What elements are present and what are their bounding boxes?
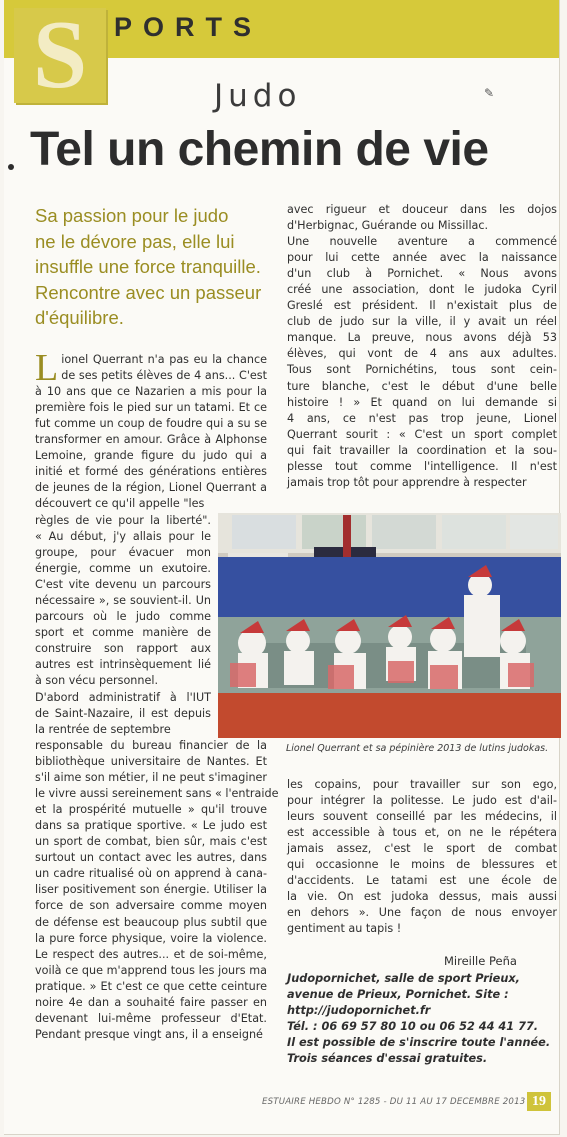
text-line: un sport de combat, bien sûr, mais c'est	[35, 835, 267, 849]
text-line: avec rigueur et douceur dans les dojos	[287, 203, 557, 216]
text-line: noire 4e dan a souhaité faire passer en	[35, 995, 267, 1009]
text-line: jamais assez, c'est le sport de combat	[287, 842, 557, 856]
text-line: Sa passion pour le judo	[35, 205, 229, 226]
title-bullet	[8, 164, 14, 170]
text-line: fut comme un coup de foudre qui a su se	[35, 417, 267, 431]
text-line: de Saint-Nazaire, il est depuis	[35, 706, 211, 720]
text-line: manque. La preuve, nous avons déjà 53	[287, 331, 557, 345]
text-line: à 10 ans que ce Nazarien a mis pour la	[35, 385, 267, 399]
text-line: autres est intrinsèquement lié	[35, 658, 211, 672]
article-title: Tel un chemin de vie	[30, 123, 489, 176]
magazine-page	[4, 0, 560, 1135]
text-line: avenue de Prieux, Pornichet. Site :	[287, 988, 509, 1002]
text-line: la vie. On est judoka dessus, mais aussi	[287, 890, 557, 904]
text-line: et la prospérité mutuelle » qu'il trouve	[35, 803, 267, 817]
judo-class-photo	[218, 513, 561, 738]
text-line: élèves, qui vont de 4 ans aux adultes.	[287, 347, 557, 361]
article-kicker: Judo	[214, 78, 302, 114]
text-line: est accessible à tous et, on ne le répétera	[287, 826, 557, 840]
text-line: bibliothèque universitaire de Nantes. Et	[35, 755, 267, 769]
column-1-top	[35, 347, 267, 512]
section-initial: S	[14, 8, 106, 103]
text-line: liser positivement son énergie. Utiliser la	[35, 883, 267, 897]
text-line: d'Herbignac, Guérande ou Missillac.	[287, 219, 489, 233]
text-line: Querrant sourit : « C'est un sport complet	[287, 427, 557, 441]
text-line: voilà ce que m'apprend tous les jours ma	[35, 963, 267, 977]
column-2-top	[287, 202, 557, 491]
text-line: d'un club à Pornichet. « Nous avons	[287, 267, 557, 281]
text-line: la pure force physique, voire la violence.	[35, 931, 267, 945]
text-line: Greslé est président. Il n'existait plus de	[287, 299, 557, 313]
text-line: de jeunes de la région, Lionel Querrant a	[35, 481, 267, 495]
text-line: D'abord administratif à l'IUT	[35, 690, 211, 704]
text-line: groupe, pour évacuer mon	[35, 546, 211, 560]
text-line: Tél. : 06 69 57 80 10 ou 06 52 44 41 77.	[287, 1020, 539, 1034]
text-line: les copains, pour travailler sur son ego,	[287, 778, 557, 791]
text-line: pratique. » Et c'est ce que cette ceinture	[35, 979, 267, 993]
text-line: devenant lui-même professeur d'Etat.	[35, 1011, 267, 1025]
text-line: histoire ! » Et quand on lui demande si	[287, 395, 557, 409]
text-line: club de judo sur la ville, il y avait un réel	[287, 315, 557, 329]
section-word: PORTS	[114, 12, 263, 42]
text-line: parcours où le judo comme	[35, 610, 211, 624]
text-line: découvert ce qu'il appelle "les	[35, 497, 205, 511]
text-line: qui fait travailler la coordination et la sou-	[287, 443, 557, 457]
text-line: en dehors ». Une façon de nous envoyer	[287, 906, 557, 920]
text-line: 4 ans, ce n'est pas trop jeune, Lionel	[287, 411, 557, 425]
drop-cap: L	[35, 347, 59, 389]
text-line: transformer en amour. Grâce à Alphonse	[35, 433, 267, 447]
text-line: de défense est beaucoup plus subtil que	[35, 915, 267, 929]
text-line: de ses petits élèves de 4 ans... C'est	[61, 369, 267, 383]
text-line: ture blanche, c'est le début d'une belle	[287, 379, 557, 393]
author-signature: Mireille Peña	[444, 954, 517, 968]
text-line: règles de vie pour la liberté".	[35, 514, 211, 527]
text-line: le vivre aussi sereinement sans « l'entraide	[35, 787, 279, 801]
text-line: « Au début, j'y allais pour le	[35, 530, 211, 544]
text-line: la rentrée de septembre	[35, 722, 171, 736]
text-line: à son vécu personnel.	[35, 674, 159, 688]
text-line: ionel Querrant n'a pas eu la chance	[61, 353, 267, 366]
pencil-mark-icon: ✎	[484, 86, 495, 100]
text-line: responsable du bureau financier de la	[35, 739, 267, 752]
text-line: sport et comme manière de	[35, 626, 211, 640]
text-line: dans sa pratique sportive. « Le judo est	[35, 819, 267, 833]
text-line: pour lui cette année avec la naissance	[287, 251, 557, 265]
text-line: C'est vite devenu un parcours	[35, 578, 211, 592]
text-line: initié et formé des générations entières	[35, 465, 267, 479]
text-line: leurs souvent conseillé par les médecins, il	[287, 810, 557, 824]
text-line: Judopornichet, salle de sport Prieux,	[287, 972, 520, 985]
text-line: Lemoine, grande figure du judo qui a	[35, 449, 267, 463]
text-line: d'accidents. Le tatami est une école de	[287, 874, 557, 888]
text-line: Trois séances d'essai gratuites.	[287, 1052, 488, 1066]
text-line: Le respect des autres... et de soi-même,	[35, 947, 267, 961]
text-line: Une nouvelle aventure a commencé	[287, 235, 557, 249]
text-line: Il est possible de s'inscrire toute l'année.	[287, 1036, 551, 1050]
text-line: Tous sont Pornichétins, tous sont cein-	[287, 363, 557, 377]
text-line: jamais trop tôt pour apprendre à respecter	[287, 475, 527, 489]
text-line: force de son adversaire comme moyen	[35, 899, 267, 913]
column-1-bottom	[35, 738, 279, 1043]
text-line: construire son rapport aux	[35, 642, 211, 656]
page-footer: ESTUAIRE HEBDO N° 1285 - DU 11 AU 17 DECEMBRE 2013	[262, 1097, 526, 1107]
text-line: Rencontre avec un passeur	[35, 281, 262, 303]
text-line: d'équilibre.	[35, 307, 124, 328]
text-line: première fois le pied sur un tatami. Et ce	[35, 401, 267, 415]
text-line: ne le dévore pas, elle lui	[35, 230, 235, 252]
club-info-box	[287, 971, 557, 1068]
text-line: nécessaire », se souvient-il. Un	[35, 594, 211, 608]
text-line: pour intégrer la politesse. Le judo est d'ail-	[287, 794, 557, 808]
text-line: plesse tout comme l'intelligence. Il n'est	[287, 459, 557, 473]
text-line: créé une association, dont le judoka Cyril	[287, 283, 557, 297]
text-line: qui occasionne le moins de blessures et	[287, 858, 557, 872]
text-line: Pendant presque vingt ans, il a enseigné	[35, 1027, 263, 1041]
page-number: 19	[527, 1092, 551, 1111]
photo-caption: Lionel Querrant et sa pépinière 2013 de lutins judokas.	[286, 743, 549, 754]
article-lead	[35, 203, 275, 331]
text-line: un cadre ritualisé où on apprend à cana-	[35, 867, 267, 881]
article-photo	[218, 513, 561, 738]
text-line: surtout un contact avec les autres, dans	[35, 851, 267, 865]
text-line: insuffle une force tranquille.	[35, 256, 261, 277]
column-2-bottom	[287, 777, 557, 937]
text-line: http://judopornichet.fr	[287, 1004, 431, 1018]
text-line: énergie, comme un exutoire.	[35, 562, 211, 576]
text-line: gentiment au tapis !	[287, 922, 402, 936]
text-line: s'il aime son métier, il ne peut s'imaginer	[35, 771, 268, 785]
column-1-narrow	[35, 513, 211, 738]
